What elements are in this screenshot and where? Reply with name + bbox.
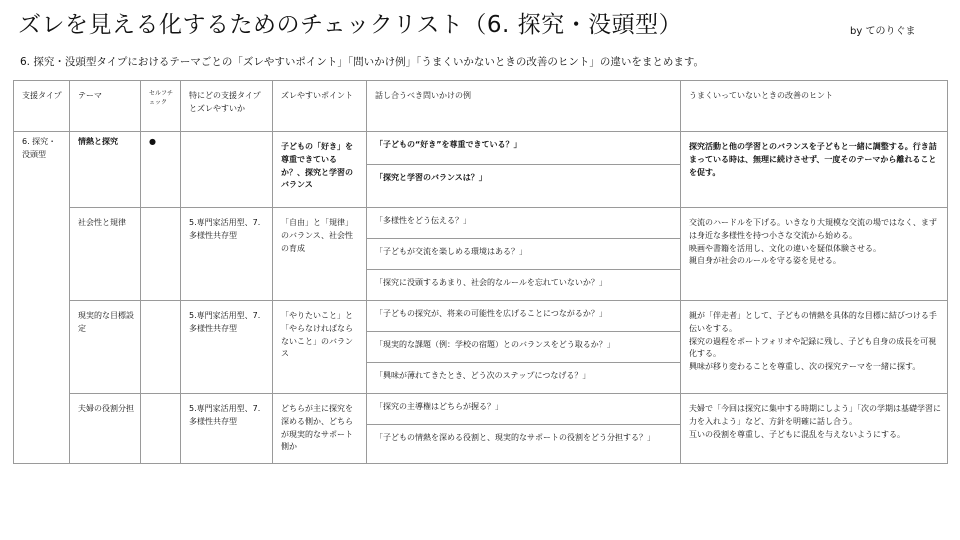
header-support-type: 支援タイプ xyxy=(14,81,70,132)
question-cell: 「多様性をどう伝える？」 xyxy=(367,208,681,239)
table-row xyxy=(14,208,948,239)
header-improvement-hints: うまくいっていないときの改善のヒント xyxy=(681,81,948,132)
question-cell: 「現実的な課題（例：学校の宿題）とのバランスをどう取るか？」 xyxy=(367,332,681,363)
table-row xyxy=(14,301,948,332)
theme-cell: 夫婦の役割分担 xyxy=(70,394,141,464)
mismatch-point-cell: 「自由」と「規律」のバランス、社会性の育成 xyxy=(273,208,367,301)
question-cell: 「探究の主導権はどちらが握る？」 xyxy=(367,394,681,425)
question-cell: 「子どもが交流を楽しめる環境はある？」 xyxy=(367,239,681,270)
hint-cell: 交流のハードルを下げる。いきなり大規模な交流の場ではなく、まずは身近な多様性を持つ小さな交流から始める。 映画や書籍を活用し、文化の違いを疑似体験させる。 親自身が社会のルールを守る姿を見せる。 xyxy=(681,208,948,301)
header-mismatch-points: ズレやすいポイント xyxy=(273,81,367,132)
theme-cell: 現実的な目標設定 xyxy=(70,301,141,394)
hint-cell: 夫婦で「今回は探究に集中する時期にしよう」「次の学期は基礎学習に力を入れよう」など、方針を明確に話し合う。 互いの役割を尊重し、子どもに混乱を与えないようにする。 xyxy=(681,394,948,464)
mismatch-types-cell: 5.専門家活用型、7.多様性共存型 xyxy=(181,208,273,301)
header-discussion-questions: 話し合うべき問いかけの例 xyxy=(367,81,681,132)
page-title: ズレを見える化するためのチェックリスト（6. 探究・没頭型） xyxy=(18,12,683,38)
table-row xyxy=(14,132,948,165)
question-cell: 「興味が薄れてきたとき、どう次のステップにつなげる？」 xyxy=(367,363,681,394)
theme-cell: 情熱と探究 xyxy=(70,132,141,208)
mismatch-point-cell: 「やりたいこと」と「やらなければならないこと」のバランス xyxy=(273,301,367,394)
mismatch-point-cell: どちらが主に探究を深める側か、どちらが現実的なサポート側か xyxy=(273,394,367,464)
question-cell: 「探究に没頭するあまり、社会的なルールを忘れていないか？」 xyxy=(367,270,681,301)
mismatch-types-cell: 5.専門家活用型、7.多様性共存型 xyxy=(181,394,273,464)
author-byline: by てのりぐま xyxy=(850,26,916,37)
header-self-check: セルフチェック xyxy=(141,81,181,132)
question-cell: 「探究と学習のバランスは？」 xyxy=(367,165,681,208)
self-check-cell xyxy=(141,301,181,394)
question-cell: 「子どもの“好き”を尊重できている？」 xyxy=(367,132,681,165)
header-mismatch-types: 特にどの支援タイプとズレやすいか xyxy=(181,81,273,132)
question-cell: 「子どもの探究が、将来の可能性を広げることにつながるか？」 xyxy=(367,301,681,332)
question-cell: 「子どもの情熱を深める役割と、現実的なサポートの役割をどう分担する？」 xyxy=(367,425,681,464)
self-check-cell xyxy=(141,208,181,301)
self-check-cell xyxy=(141,394,181,464)
header-theme: テーマ xyxy=(70,81,141,132)
mismatch-point-cell: 子どもの「好き」を尊重できているか？、探究と学習のバランス xyxy=(273,132,367,208)
checklist-table xyxy=(13,80,948,464)
theme-cell: 社会性と規律 xyxy=(70,208,141,301)
self-check-cell: ● xyxy=(141,132,181,208)
hint-cell: 探究活動と他の学習とのバランスを子どもと一緒に調整する。行き詰まっている時は、無理に続けさせず、一度そのテーマから離れることを促す。 xyxy=(681,132,948,208)
page-subtitle: 6. 探究・没頭型タイプにおけるテーマごとの「ズレやすいポイント」「問いかけ例」「うまくいかないときの改善のヒント」の違いをまとめます。 xyxy=(20,56,704,68)
table-row xyxy=(14,394,948,425)
table-header-row xyxy=(14,81,948,132)
mismatch-types-cell: 5.専門家活用型、7.多様性共存型 xyxy=(181,301,273,394)
hint-cell: 親が「伴走者」として、子どもの情熱を具体的な目標に結びつける手伝いをする。 探究の過程をポートフォリオや記録に残し、子ども自身の成長を可視化する。 興味が移り変わることを尊重し、次の探究テーマを一緒に探す。 xyxy=(681,301,948,394)
mismatch-types-cell xyxy=(181,132,273,208)
support-type-cell: 6. 探究・没頭型 xyxy=(14,132,70,464)
